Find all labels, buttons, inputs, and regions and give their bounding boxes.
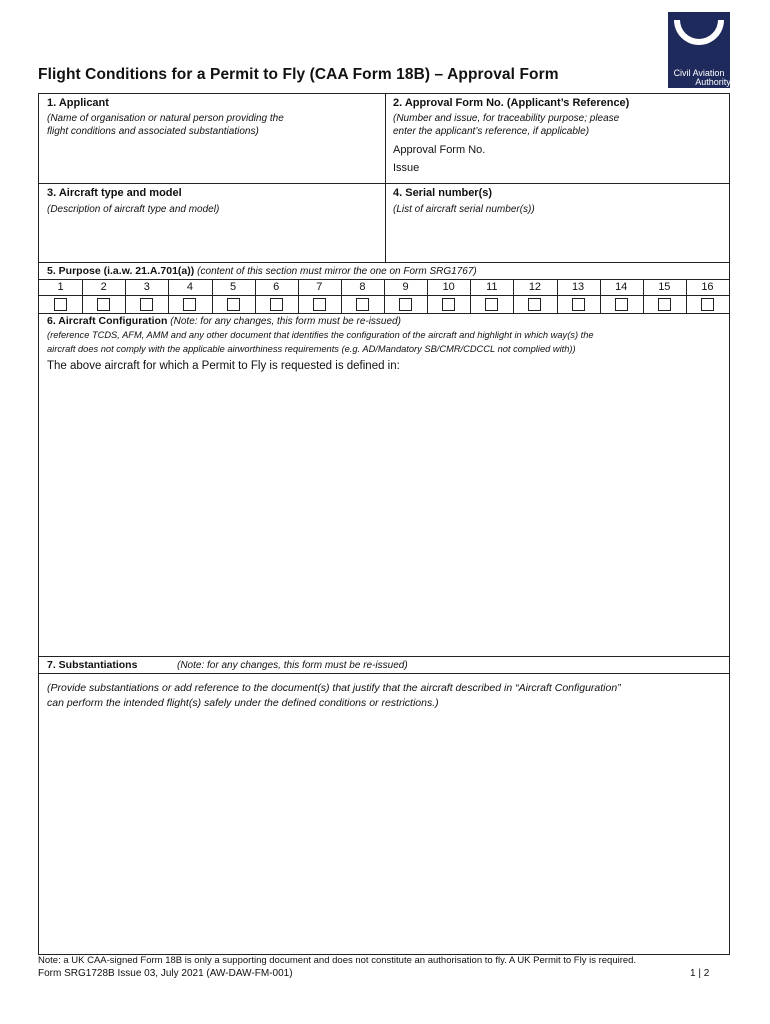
purpose-number: 13 xyxy=(571,281,585,293)
purpose-checkbox-4[interactable] xyxy=(183,298,196,311)
purpose-cell-1 xyxy=(39,280,82,313)
section-7-note: (Note: for any changes, this form must be re-issued) xyxy=(177,660,408,671)
purpose-cell-11 xyxy=(470,280,513,313)
footer-note: Note: a UK CAA-signed Form 18B is only a supporting document and does not constitute an authorisation to fly. A UK Permit to Fly is required. xyxy=(38,955,637,966)
purpose-checkbox-6[interactable] xyxy=(270,298,283,311)
section-6-body: The above aircraft for which a Permit to Fly is requested is defined in: xyxy=(47,360,400,372)
purpose-row-divider xyxy=(557,295,600,296)
logo-text-line2: Authority xyxy=(695,77,730,87)
purpose-row-divider xyxy=(686,295,729,296)
purpose-cell-7 xyxy=(298,280,341,313)
purpose-row-divider xyxy=(341,295,384,296)
purpose-row-divider xyxy=(168,295,211,296)
divider-row4 xyxy=(39,656,729,657)
purpose-checkbox-15[interactable] xyxy=(658,298,671,311)
section-6-ref-1: (reference TCDS, AFM, AMM and any other document that identifies the configuration of the aircraft and highlight in which way(s) the xyxy=(47,330,594,340)
purpose-cell-4 xyxy=(168,280,211,313)
divider-row2 xyxy=(39,262,729,263)
purpose-checkbox-12[interactable] xyxy=(528,298,541,311)
purpose-number: 15 xyxy=(658,281,671,293)
purpose-row-divider xyxy=(82,295,125,296)
purpose-row-divider xyxy=(427,295,470,296)
caa-logo xyxy=(668,12,730,88)
purpose-cell-16 xyxy=(686,280,729,313)
issue-label: Issue xyxy=(393,162,420,174)
purpose-number: 6 xyxy=(273,281,280,293)
section-6-note: (Note: for any changes, this form must be re-issued) xyxy=(170,316,401,327)
purpose-row-divider xyxy=(600,295,643,296)
section-4-heading: 4. Serial number(s) xyxy=(393,187,493,199)
purpose-row-divider xyxy=(255,295,298,296)
purpose-checkbox-13[interactable] xyxy=(572,298,585,311)
purpose-cell-3 xyxy=(125,280,168,313)
divider-substantiations xyxy=(39,673,729,674)
logo-text-line1: Civil Aviation xyxy=(673,68,725,78)
purpose-checkbox-10[interactable] xyxy=(442,298,455,311)
purpose-row-divider xyxy=(212,295,255,296)
section-3-note: (Description of aircraft type and model) xyxy=(47,204,220,215)
purpose-number: 1 xyxy=(57,281,64,293)
page-number: 1 | 2 xyxy=(690,968,710,979)
purpose-cell-15 xyxy=(643,280,686,313)
purpose-checkbox-11[interactable] xyxy=(485,298,498,311)
page-title: Flight Conditions for a Permit to Fly (CAA Form 18B) – Approval Form xyxy=(38,66,559,83)
purpose-number: 12 xyxy=(528,281,542,293)
form-id: Form SRG1728B Issue 03, July 2021 (AW-DAW-FM-001) xyxy=(38,968,293,979)
approval-form-no-label: Approval Form No. xyxy=(393,144,486,156)
purpose-number: 9 xyxy=(402,281,409,293)
caa-logo-icon xyxy=(668,12,730,88)
section-5-heading: 5. Purpose (i.a.w. 21.A.701(a)) xyxy=(47,265,195,277)
purpose-number: 7 xyxy=(316,281,323,293)
section-5-title xyxy=(47,265,477,277)
purpose-row-divider xyxy=(125,295,168,296)
purpose-cell-12 xyxy=(513,280,556,313)
purpose-cell-9 xyxy=(384,280,427,313)
section-6-title xyxy=(47,315,401,327)
purpose-checkbox-9[interactable] xyxy=(399,298,412,311)
purpose-cell-10 xyxy=(427,280,470,313)
purpose-cell-14 xyxy=(600,280,643,313)
purpose-number: 10 xyxy=(442,281,455,293)
purpose-checkbox-16[interactable] xyxy=(701,298,714,311)
purpose-number: 4 xyxy=(186,281,193,293)
purpose-number: 16 xyxy=(701,281,714,293)
section-1-note-2: flight conditions and associated substantiations) xyxy=(47,126,259,137)
section-2-note-1: (Number and issue, for traceability purpose; please xyxy=(393,113,620,124)
section-6-ref-2: aircraft does not comply with the applicable airworthiness requirements (e.g. AD/Mandatory SB/CMR/CDCCL not complied with)) xyxy=(47,344,576,354)
purpose-row-divider xyxy=(384,295,427,296)
section-1-note-1: (Name of organisation or natural person providing the xyxy=(47,113,284,124)
section-4-note: (List of aircraft serial number(s)) xyxy=(393,204,535,215)
section-7-body-1: (Provide substantiations or add reference to the document(s) that justify that the aircraft described in “Aircraft Configuration” xyxy=(47,682,621,694)
divider-row1 xyxy=(39,183,729,184)
purpose-row-divider xyxy=(513,295,556,296)
purpose-cell-13 xyxy=(557,280,600,313)
purpose-checkbox-1[interactable] xyxy=(54,298,67,311)
section-7-body-2: can perform the intended flight(s) safely under the defined conditions or restrictions.) xyxy=(47,697,439,709)
divider-row3 xyxy=(39,313,729,314)
section-5-note: (content of this section must mirror the one on Form SRG1767) xyxy=(197,266,477,277)
aircraft-configuration-field[interactable] xyxy=(43,376,723,652)
purpose-grid xyxy=(39,280,729,313)
substantiations-field[interactable] xyxy=(43,714,723,950)
section-7-heading: 7. Substantiations xyxy=(47,659,138,671)
purpose-number: 14 xyxy=(615,281,628,293)
approval-form xyxy=(38,93,730,955)
purpose-row-divider xyxy=(39,295,82,296)
purpose-checkbox-7[interactable] xyxy=(313,298,326,311)
purpose-number: 11 xyxy=(486,281,498,293)
purpose-number: 8 xyxy=(359,281,366,293)
section-2-note-2: enter the applicant’s reference, if applicable) xyxy=(393,126,590,137)
purpose-number: 3 xyxy=(143,281,150,293)
purpose-number: 2 xyxy=(100,281,107,293)
purpose-row-divider xyxy=(470,295,513,296)
section-3-heading: 3. Aircraft type and model xyxy=(47,187,182,199)
purpose-cell-8 xyxy=(341,280,384,313)
purpose-checkbox-2[interactable] xyxy=(97,298,110,311)
purpose-number: 5 xyxy=(230,281,237,293)
divider-vertical-top xyxy=(385,94,386,262)
purpose-checkbox-3[interactable] xyxy=(140,298,153,311)
purpose-cell-2 xyxy=(82,280,125,313)
purpose-cell-6 xyxy=(255,280,298,313)
purpose-checkbox-14[interactable] xyxy=(615,298,628,311)
section-1-heading: 1. Applicant xyxy=(47,97,109,109)
purpose-row-divider xyxy=(298,295,341,296)
purpose-checkbox-5[interactable] xyxy=(227,298,240,311)
purpose-checkbox-8[interactable] xyxy=(356,298,369,311)
purpose-row-divider xyxy=(643,295,686,296)
section-2-heading: 2. Approval Form No. (Applicant’s Reference) xyxy=(393,97,630,109)
purpose-cell-5 xyxy=(212,280,255,313)
section-6-heading: 6. Aircraft Configuration xyxy=(47,315,168,327)
